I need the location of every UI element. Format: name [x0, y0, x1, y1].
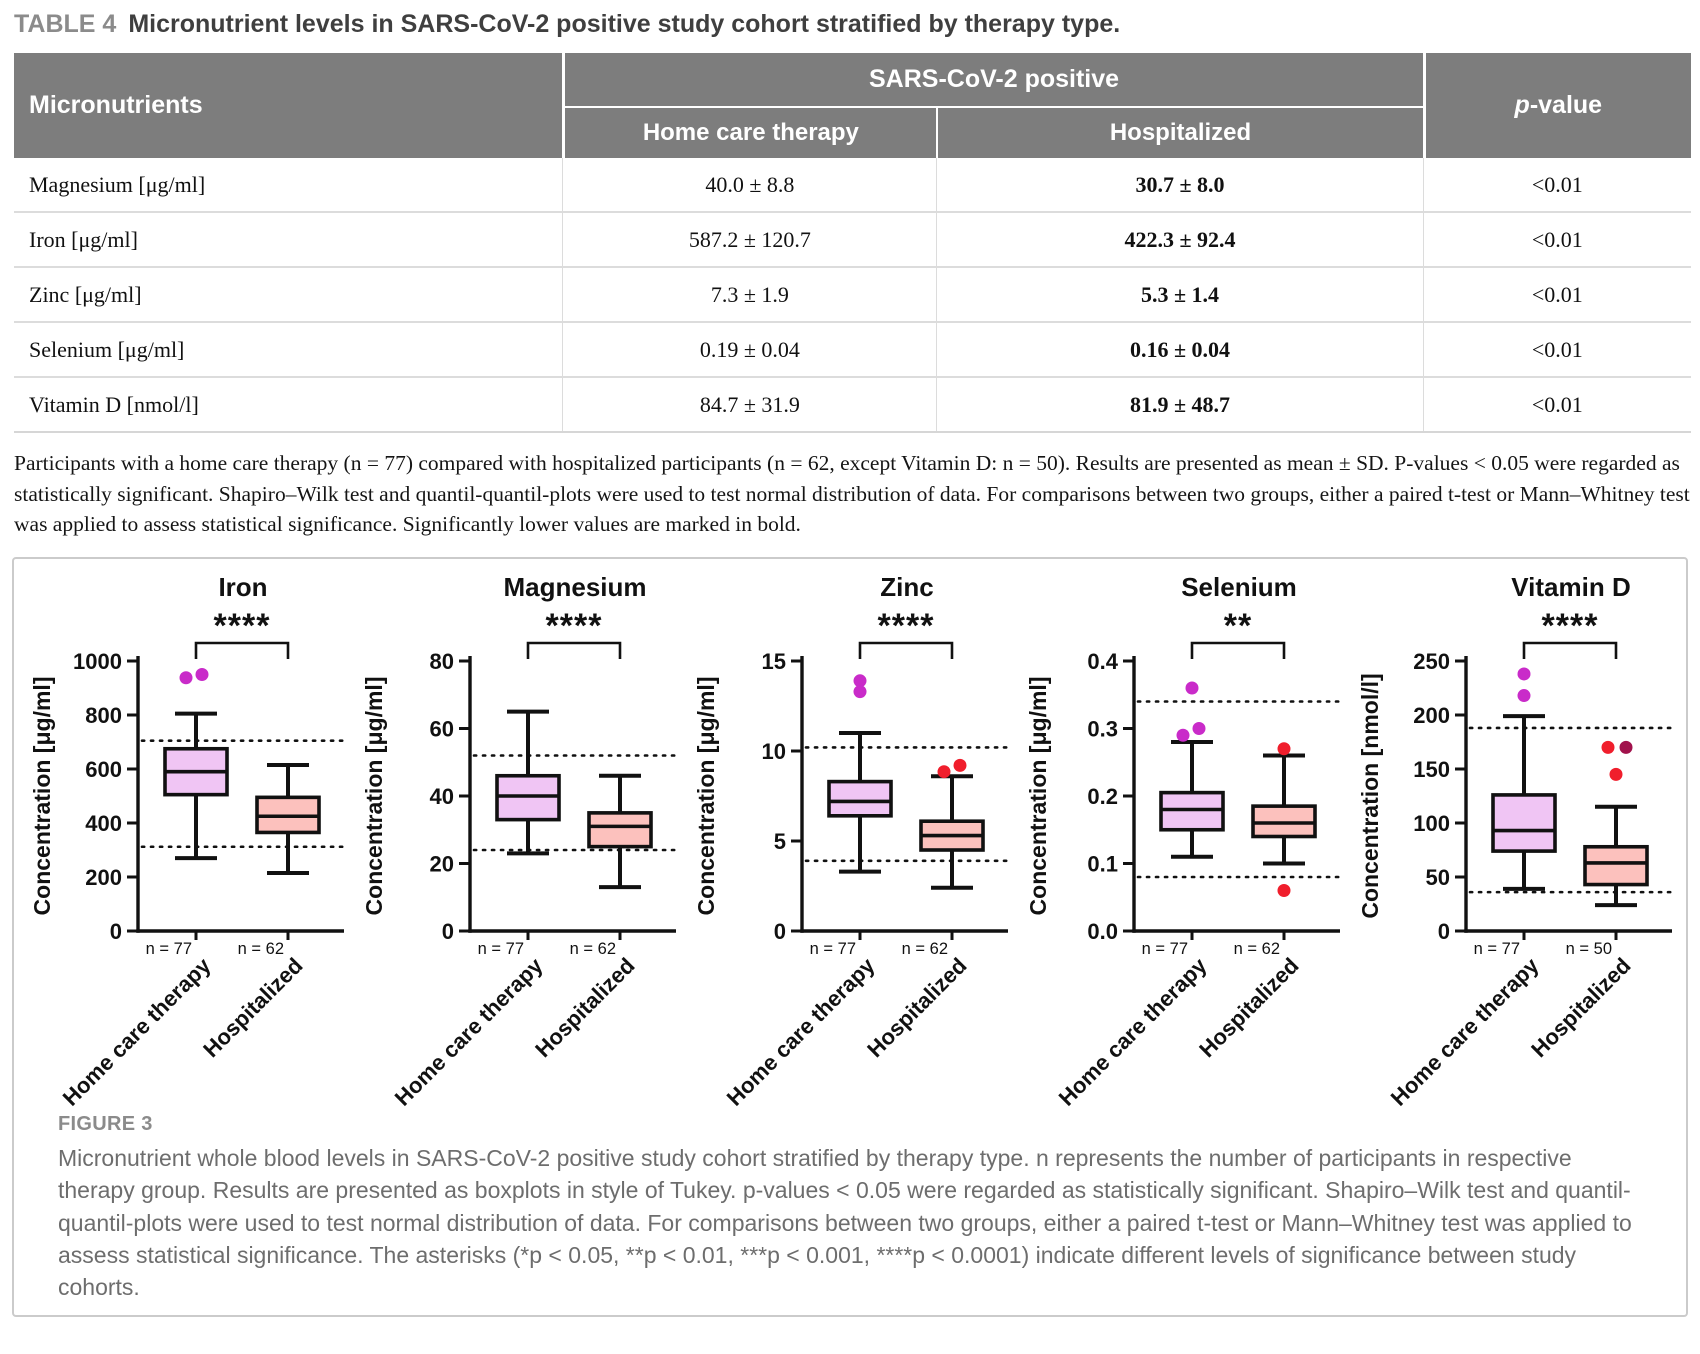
n-label: n = 77 [1473, 940, 1520, 959]
y-axis-title: Concentration [μg/ml] [693, 676, 719, 916]
cell-hosp-value: 81.9 ± 48.7 [936, 376, 1422, 431]
micronutrient-table [14, 53, 1691, 433]
column-header-hospitalized: Hospitalized [936, 106, 1422, 158]
significance-asterisks: **** [1541, 607, 1599, 646]
outlier-dot [1177, 729, 1190, 742]
group-label: Hospitalized [862, 953, 972, 1063]
significance-bracket [1524, 643, 1616, 659]
cell-micronutrient: Zinc [μg/ml] [14, 266, 562, 321]
significance-bracket [1192, 643, 1284, 659]
y-tick-label: 800 [85, 703, 122, 729]
cell-home-value: 587.2 ± 120.7 [562, 211, 936, 266]
y-axis-title: Concentration [μg/ml] [1025, 676, 1051, 916]
group-label: Hospitalized [1526, 953, 1636, 1063]
outlier-dot [938, 765, 951, 778]
figure-panel-magnesium [352, 569, 684, 1109]
column-header-pvalue: p -value [1423, 53, 1691, 158]
cell-micronutrient: Selenium [μg/ml] [14, 321, 562, 376]
n-label: n = 77 [809, 940, 856, 959]
y-tick-label: 0 [773, 919, 786, 945]
outlier-dot [196, 668, 209, 681]
figure-panel-selenium [1016, 569, 1348, 1109]
cell-hosp-value: 30.7 ± 8.0 [936, 158, 1422, 211]
outlier-dot [1518, 689, 1531, 702]
significance-asterisks: **** [213, 607, 271, 646]
y-tick-label: 250 [1413, 649, 1450, 675]
significance-bracket [528, 643, 620, 659]
group-label: Home care therapy [389, 953, 548, 1110]
n-label: n = 77 [1141, 940, 1188, 959]
cell-pvalue: <0.01 [1423, 158, 1691, 211]
boxplot-iron [20, 569, 352, 1109]
boxplot-vitamin-d [1348, 569, 1680, 1109]
n-label: n = 62 [569, 940, 616, 959]
figure-3-box [12, 557, 1688, 1317]
box [829, 782, 891, 816]
table-title-text: Micronutrient levels in SARS-CoV-2 positive study cohort stratified by therapy type. [128, 10, 1121, 38]
outlier-dot [1518, 668, 1531, 681]
cell-hosp-value: 0.16 ± 0.04 [936, 321, 1422, 376]
y-tick-label: 0.4 [1087, 649, 1118, 675]
figure-caption: Micronutrient whole blood levels in SARS-CoV-2 positive study cohort stratified by therapy type. n represents the number of participants in respective therapy group. Results are presented as boxplots in style of Tukey. p-values < 0.05 were regarded as statistically significant. Shapiro–Wilk test and quantil-quantil-plots were used to test normal distribution of data. For comparisons between two groups, either a paired t-test or Mann–Whitney test was applied to assess statistical significance. The asterisks (*p < 0.05, **p < 0.01, ***p < 0.001, ****p < 0.0001) indicate different levels of significance between study cohorts. [58, 1145, 1632, 1300]
significance-bracket [860, 643, 952, 659]
group-label: Hospitalized [530, 953, 640, 1063]
significance-bracket [196, 643, 288, 659]
cell-pvalue: <0.01 [1423, 321, 1691, 376]
outlier-dot [1193, 722, 1206, 735]
n-label: n = 77 [477, 940, 524, 959]
cell-home-value: 84.7 ± 31.9 [562, 376, 936, 431]
outlier-dot [954, 759, 967, 772]
y-tick-label: 0.3 [1087, 716, 1118, 742]
cell-micronutrient: Vitamin D [nmol/l] [14, 376, 562, 431]
y-tick-label: 150 [1413, 757, 1450, 783]
y-tick-label: 0 [109, 919, 122, 945]
column-header-sars-group: SARS-CoV-2 positive [562, 53, 1422, 106]
box [1585, 847, 1647, 885]
panel-title: Magnesium [503, 572, 647, 603]
y-tick-label: 200 [1413, 703, 1450, 729]
cell-pvalue: <0.01 [1423, 376, 1691, 431]
boxplot-magnesium [352, 569, 684, 1109]
boxplot-zinc [684, 569, 1016, 1109]
y-tick-label: 400 [85, 811, 122, 837]
boxplot-selenium [1016, 569, 1348, 1109]
n-label: n = 62 [237, 940, 284, 959]
outlier-dot [854, 685, 867, 698]
cell-pvalue: <0.01 [1423, 266, 1691, 321]
y-tick-label: 0.0 [1087, 919, 1118, 945]
y-tick-label: 20 [429, 851, 454, 877]
panel-title: Zinc [880, 572, 934, 603]
y-tick-label: 15 [761, 649, 786, 675]
group-label: Hospitalized [198, 953, 308, 1063]
y-tick-label: 0 [441, 919, 454, 945]
box [1493, 795, 1555, 851]
y-tick-label: 40 [429, 784, 454, 810]
cell-micronutrient: Magnesium [μg/ml] [14, 158, 562, 211]
y-axis-title: Concentration [μg/ml] [29, 676, 55, 916]
outlier-dot [180, 671, 193, 684]
column-header-micronutrients: Micronutrients [14, 53, 562, 158]
table-label: TABLE 4 [14, 10, 117, 38]
outlier-dot [1602, 741, 1615, 754]
cell-home-value: 0.19 ± 0.04 [562, 321, 936, 376]
cell-home-value: 7.3 ± 1.9 [562, 266, 936, 321]
n-label: n = 62 [901, 940, 948, 959]
n-label: n = 50 [1565, 940, 1612, 959]
group-label: Home care therapy [1385, 953, 1544, 1110]
outlier-dot [1278, 884, 1291, 897]
y-tick-label: 50 [1425, 865, 1450, 891]
y-tick-label: 0.1 [1087, 851, 1118, 877]
significance-asterisks: ** [1223, 607, 1253, 646]
y-tick-label: 100 [1413, 811, 1450, 837]
panel-title: Iron [218, 572, 268, 603]
cell-home-value: 40.0 ± 8.8 [562, 158, 936, 211]
cell-hosp-value: 422.3 ± 92.4 [936, 211, 1422, 266]
y-axis-title: Concentration [μg/ml] [361, 676, 387, 916]
y-tick-label: 200 [85, 865, 122, 891]
y-tick-label: 600 [85, 757, 122, 783]
significance-asterisks: **** [877, 607, 935, 646]
group-label: Home care therapy [57, 953, 216, 1110]
y-tick-label: 1000 [73, 649, 122, 675]
table-title [0, 0, 1700, 44]
table-caption: Participants with a home care therapy (n = 77) compared with hospitalized participants (n = 62, except Vitamin D: n = 50). Results are presented as mean ± SD. P-values < 0.05 were regarded as statistically significant. Shapiro–Wilk test and quantil-quantil-plots were used to test normal distribution of data. For comparisons between two groups, either a paired t-test or Mann–Whitney test was applied to assess statistical significance. Significantly lower values are marked in bold. [14, 451, 1690, 537]
y-tick-label: 80 [429, 649, 454, 675]
y-tick-label: 60 [429, 716, 454, 742]
cell-hosp-value: 5.3 ± 1.4 [936, 266, 1422, 321]
y-tick-label: 0.2 [1087, 784, 1118, 810]
figure-panel-zinc [684, 569, 1016, 1109]
outlier-dot [1186, 682, 1199, 695]
figure-panel-vitamin-d [1348, 569, 1680, 1109]
figure-panel-iron [20, 569, 352, 1109]
n-label: n = 62 [1233, 940, 1280, 959]
significance-asterisks: **** [545, 607, 603, 646]
group-label: Home care therapy [1053, 953, 1212, 1110]
group-label: Hospitalized [1194, 953, 1304, 1063]
n-label: n = 77 [145, 940, 192, 959]
outlier-dot [1610, 768, 1623, 781]
boxplot-panels [14, 569, 1686, 1111]
panel-title: Selenium [1181, 572, 1297, 603]
outlier-dot [1278, 742, 1291, 755]
cell-micronutrient: Iron [μg/ml] [14, 211, 562, 266]
y-tick-label: 5 [773, 829, 786, 855]
y-tick-label: 10 [761, 739, 786, 765]
outlier-dot [1620, 741, 1633, 754]
cell-pvalue: <0.01 [1423, 211, 1691, 266]
panel-title: Vitamin D [1511, 572, 1631, 603]
box [589, 813, 651, 847]
y-tick-label: 0 [1437, 919, 1450, 945]
figure-label: FIGURE 3 [58, 1113, 153, 1136]
group-label: Home care therapy [721, 953, 880, 1110]
y-axis-title: Concentration [nmol/l] [1357, 673, 1383, 919]
column-header-home-care: Home care therapy [562, 106, 936, 158]
